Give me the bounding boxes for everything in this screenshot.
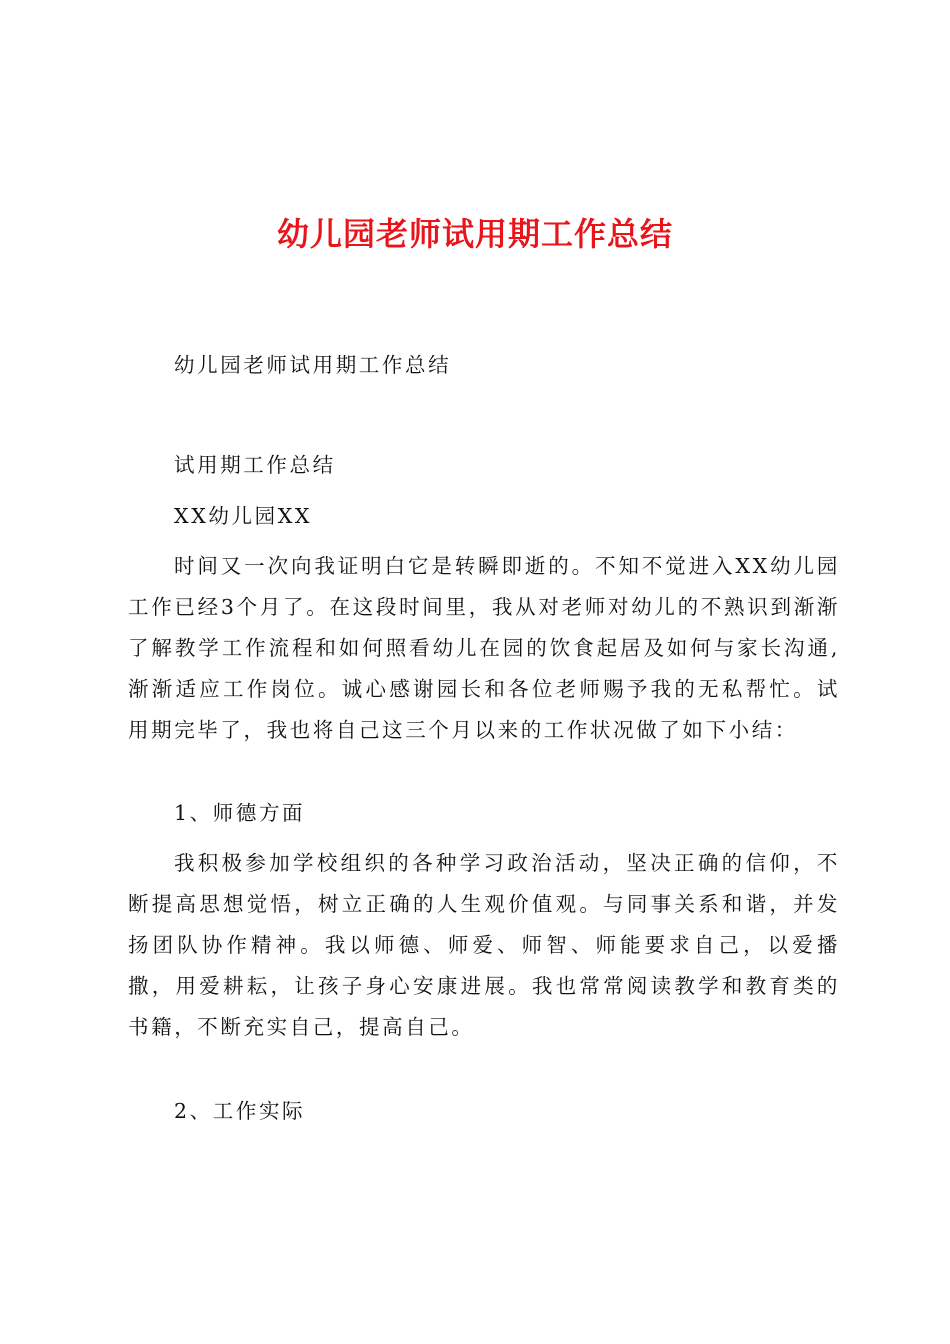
document-author: XX幼儿园XX <box>174 504 313 528</box>
section1-paragraph: 我积极参加学校组织的各种学习政治活动，坚决正确的信仰，不断提高思想觉悟，树立正确的人生观价值观。与同事关系和谐，并发扬团队协作精神。我以师德、师爱、师智、师能要求自己，以爱播撒，用爱耕耘，让孩子身心安康进展。我也常常阅读教学和教育类的书籍，不断充实自己，提高自己。 <box>128 851 840 1039</box>
section2-heading: 2、工作实际 <box>174 1099 306 1123</box>
intro-paragraph: 时间又一次向我证明白它是转瞬即逝的。不知不觉进入XX幼儿园工作已经3个月了。在这段时间里，我从对老师对幼儿的不熟识到渐渐了解教学工作流程和如何照看幼儿在园的饮食起居及如何与家长沟通,渐渐适应工作岗位。诚心感谢园长和各位老师赐予我的无私帮忙。试用期完毕了，我也将自己这三个月以来的工作状况做了如下小结： <box>128 554 840 742</box>
document-subtitle: 幼儿园老师试用期工作总结 <box>174 353 452 377</box>
document-title: 幼儿园老师试用期工作总结 <box>276 215 673 253</box>
document-heading: 试用期工作总结 <box>174 453 336 477</box>
section1-heading: 1、师德方面 <box>174 801 306 825</box>
